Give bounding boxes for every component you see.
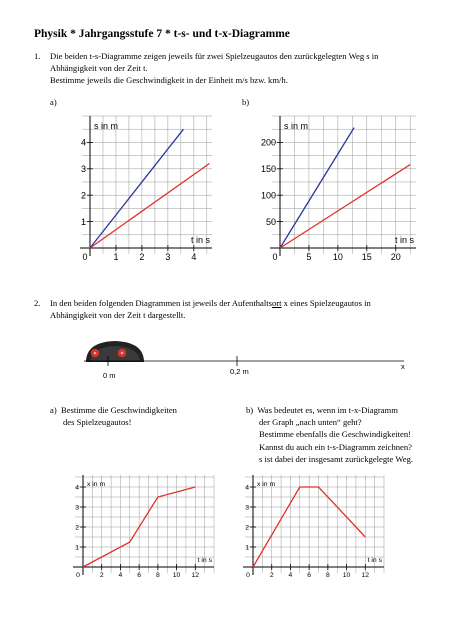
y-tick-label: 50 (265, 216, 276, 227)
y-axis-label: s in m (94, 121, 119, 131)
x-axis-label: t in s (394, 235, 414, 245)
task1-label-b: b) (242, 97, 250, 107)
task2-line-2: Abhängigkeit von der Zeit t dargestellt. (50, 310, 186, 321)
task2-a (50, 404, 177, 428)
y-tick-label: 4 (75, 484, 79, 492)
x-tick-label: 0 (82, 252, 88, 262)
task2-b-line-2: der Graph „nach unten“ geht? (259, 417, 362, 428)
x-tick-label: 3 (165, 252, 171, 262)
task2-b-line-5: s ist dabei der insgesamt zurückgelegte Weg. (259, 453, 414, 464)
task1-text (50, 50, 378, 87)
y-tick-label: 4 (80, 137, 86, 148)
x-tick-label: 0 (272, 252, 278, 262)
number-line-label-x: x (401, 362, 405, 371)
x-tick-label: 6 (307, 571, 312, 579)
task2-a-line-1: Bestimme die Geschwindigkeiten (60, 405, 177, 415)
x-tick-label: 5 (306, 252, 312, 262)
toy-car-icon (86, 341, 144, 362)
y-axis-label: x in m (87, 480, 106, 488)
x-tick-label: 12 (191, 571, 200, 579)
series-line-red (280, 165, 410, 248)
task2-line-1 (50, 297, 371, 309)
y-axis-label: s in m (284, 121, 309, 131)
x-tick-label: 6 (137, 571, 142, 579)
y-tick-label: 150 (260, 163, 276, 174)
y-tick-label: 1 (80, 216, 86, 227)
task2-line-1-underlined: ort (271, 298, 282, 308)
x-tick-label: 0 (246, 571, 250, 579)
x-axis-label: t in s (197, 557, 212, 564)
x-tick-label: 0 (76, 571, 80, 579)
y-tick-label: 2 (80, 190, 86, 201)
x-tick-label: 2 (99, 571, 104, 579)
task2-a-label: a) (50, 405, 57, 415)
x-tick-label: 15 (361, 252, 372, 262)
y-axis-label: x in m (257, 480, 276, 488)
x-tick-label: 12 (361, 571, 370, 579)
series-line-blue (280, 128, 354, 248)
number-line-label-zero: 0 m (103, 371, 116, 380)
task2-number: 2. (34, 298, 41, 308)
x-tick-label: 4 (118, 571, 123, 579)
x-tick-label: 2 (139, 252, 145, 262)
x-tick-label: 1 (113, 252, 119, 262)
series-line-blue (90, 129, 183, 248)
chart-2a (66, 470, 218, 582)
task2-b (246, 404, 413, 465)
task2-b-line-4: Kannst du auch ein t-s-Diagramm zeichnen? (259, 441, 412, 452)
y-tick-label: 2 (245, 524, 249, 532)
x-tick-label: 8 (325, 571, 330, 579)
task2-b-label: b) (246, 405, 254, 415)
task2-text (50, 297, 371, 321)
x-axis-label: t in s (190, 235, 210, 245)
task2-line-1-post: x eines Spielzeugautos in (281, 298, 371, 308)
y-tick-label: 200 (260, 137, 276, 148)
task2-b-line-3: Bestimme ebenfalls die Geschwindigkeiten! (259, 429, 412, 440)
task1-line-3: Bestimme jeweils die Geschwindigkeit in der Einheit m/s bzw. km/h. (50, 75, 288, 86)
chart-1b (250, 112, 420, 262)
y-tick-label: 3 (75, 504, 79, 512)
chart-1a (70, 112, 216, 262)
x-tick-label: 2 (269, 571, 274, 579)
x-tick-label: 10 (342, 571, 351, 579)
task2-line-1-pre: In den beiden folgenden Diagrammen ist jeweils der Aufenthalts (50, 298, 272, 308)
y-tick-label: 3 (245, 504, 249, 512)
x-tick-label: 20 (390, 252, 401, 262)
task1-line-2: Abhängigkeit von der Zeit t. (50, 63, 148, 74)
y-tick-label: 100 (260, 190, 276, 201)
x-tick-label: 10 (172, 571, 181, 579)
task1-line-1: Die beiden t-s-Diagramme zeigen jeweils für zwei Spielzeugautos den zurückgelegten Weg s in (50, 51, 379, 61)
chart-grid (272, 116, 416, 254)
number-line-label-mid: 0,2 m (230, 367, 249, 376)
chart-grid (245, 475, 384, 573)
task1-label-a: a) (50, 97, 57, 107)
y-tick-label: 1 (245, 544, 249, 552)
task2-b-line-1: Was bedeutet es, wenn im t-x-Diagramm (257, 405, 398, 415)
x-axis-label: t in s (367, 557, 382, 564)
x-tick-label: 10 (332, 252, 343, 262)
task1-number: 1. (34, 51, 41, 61)
page-title: Physik * Jahrgangsstufe 7 * t-s- und t-x-Diagramme (34, 28, 290, 40)
y-tick-label: 1 (75, 544, 79, 552)
chart-2b (236, 470, 388, 582)
y-tick-label: 2 (75, 524, 79, 532)
y-tick-label: 3 (80, 163, 86, 174)
x-tick-label: 4 (288, 571, 293, 579)
number-line (80, 336, 410, 384)
y-tick-label: 4 (245, 484, 249, 492)
task2-a-line-2: des Spielzeugautos! (63, 417, 132, 428)
x-tick-label: 8 (155, 571, 160, 579)
x-tick-label: 4 (191, 252, 197, 262)
chart-grid (75, 475, 214, 573)
